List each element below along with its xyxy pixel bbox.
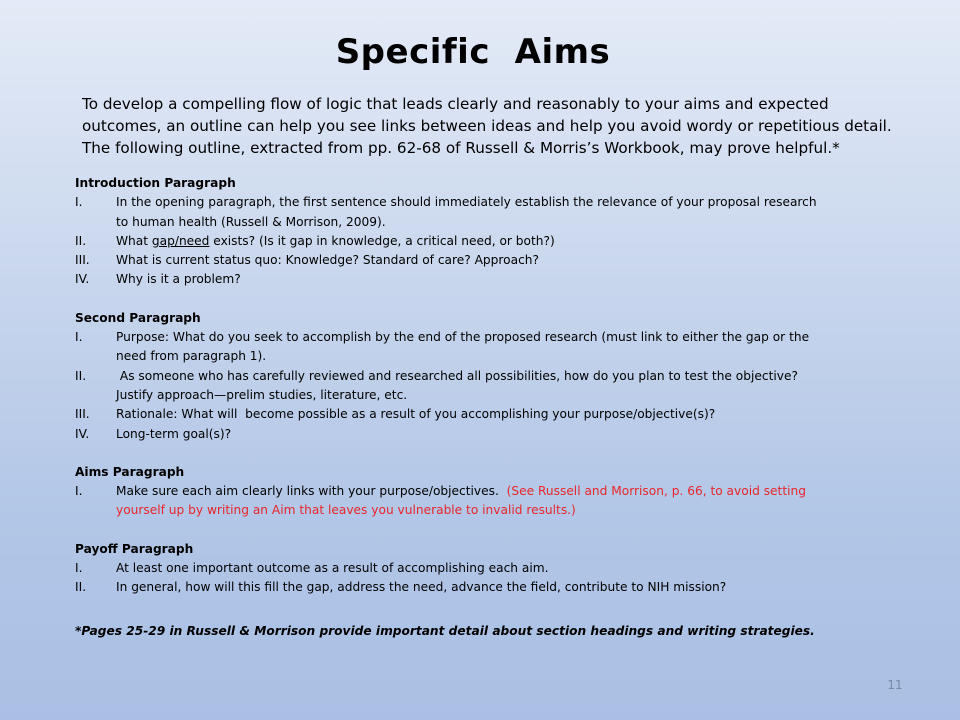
outline-item <box>75 425 875 444</box>
item-text-pre: What <box>116 233 152 248</box>
outline-item <box>75 193 875 232</box>
section-heading-aims: Aims Paragraph <box>75 464 185 479</box>
section-heading-payoff: Payoff Paragraph <box>75 541 194 556</box>
gap-need-term: gap/need <box>151 233 210 248</box>
item-number: II. <box>75 368 87 383</box>
intro-line-2: outcomes, an outline can help you see links between ideas and help you avoid wordy or repetitious detail. <box>82 117 892 135</box>
outline-item <box>75 367 875 406</box>
item-text: In general, how will this fill the gap, address the need, advance the field, contribute to NIH mission? <box>116 580 727 595</box>
item-text <box>116 232 875 251</box>
footnote: *Pages 25-29 in Russell & Morrison provide important detail about section headings and writing strategies. <box>75 624 815 638</box>
slide-title: Specific Aims <box>335 32 611 72</box>
item-text-black: Make sure each aim clearly links with your purpose/objectives. <box>116 484 503 499</box>
outline-item <box>75 328 875 367</box>
item-number: III. <box>75 407 90 422</box>
item-number: IV. <box>75 426 90 441</box>
item-text: Rationale: What will become possible as a result of you accomplishing your purpose/objective(s)? <box>116 407 716 422</box>
outline <box>75 174 875 598</box>
intro-line-1: To develop a compelling flow of logic that leads clearly and reasonably to your aims and expected <box>82 95 829 113</box>
item-number: I. <box>75 195 83 210</box>
section-heading-introduction: Introduction Paragraph <box>75 176 236 190</box>
outline-item <box>75 578 875 597</box>
outline-item <box>75 232 875 251</box>
item-number: I. <box>75 330 83 345</box>
item-text-post: exists? (Is it gap in knowledge, a critical need, or both?) <box>209 233 555 248</box>
item-number: I. <box>75 484 83 499</box>
outline-item <box>75 482 875 521</box>
section-heading-second: Second Paragraph <box>75 310 201 325</box>
red-note-text: (See Russell and Morrison, p. 66, to avoid setting <box>502 484 806 499</box>
item-text: What is current status quo: Knowledge? Standard of care? Approach? <box>116 253 539 268</box>
outline-item <box>75 270 875 289</box>
item-text <box>116 482 875 521</box>
item-text-line: In the opening paragraph, the first sentence should immediately establish the relevance of your proposal research <box>116 195 817 210</box>
item-text <box>116 367 875 406</box>
item-text: Long-term goal(s)? <box>116 426 232 441</box>
item-text-line: As someone who has carefully reviewed and researched all possibilities, how do you plan to test the objective? <box>116 368 798 383</box>
item-text: At least one important outcome as a result of accomplishing each aim. <box>116 561 549 576</box>
outline-item <box>75 559 875 578</box>
item-text-line: Purpose: What do you seek to accomplish by the end of the proposed research (must link to either the gap or the <box>116 330 810 345</box>
item-text <box>116 328 875 367</box>
page-number: 11 <box>887 678 903 692</box>
item-text-line: to human health (Russell & Morrison, 2009). <box>116 214 386 229</box>
item-number: III. <box>75 253 90 268</box>
item-text-line: need from paragraph 1). <box>116 349 267 364</box>
outline-item <box>75 405 875 424</box>
intro-line-3: The following outline, extracted from pp. 62-68 of Russell & Morris’s Workbook, may prove helpful.* <box>82 139 840 157</box>
intro-paragraph <box>82 93 922 159</box>
item-text-line: Justify approach—prelim studies, literature, etc. <box>116 387 408 402</box>
item-text: Why is it a problem? <box>116 272 241 287</box>
item-number: II. <box>75 580 87 595</box>
red-note-text: yourself up by writing an Aim that leaves you vulnerable to invalid results.) <box>116 503 576 518</box>
item-text <box>116 193 875 232</box>
item-number: I. <box>75 561 83 576</box>
item-number: II. <box>75 233 87 248</box>
item-number: IV. <box>75 272 90 287</box>
outline-item <box>75 251 875 270</box>
